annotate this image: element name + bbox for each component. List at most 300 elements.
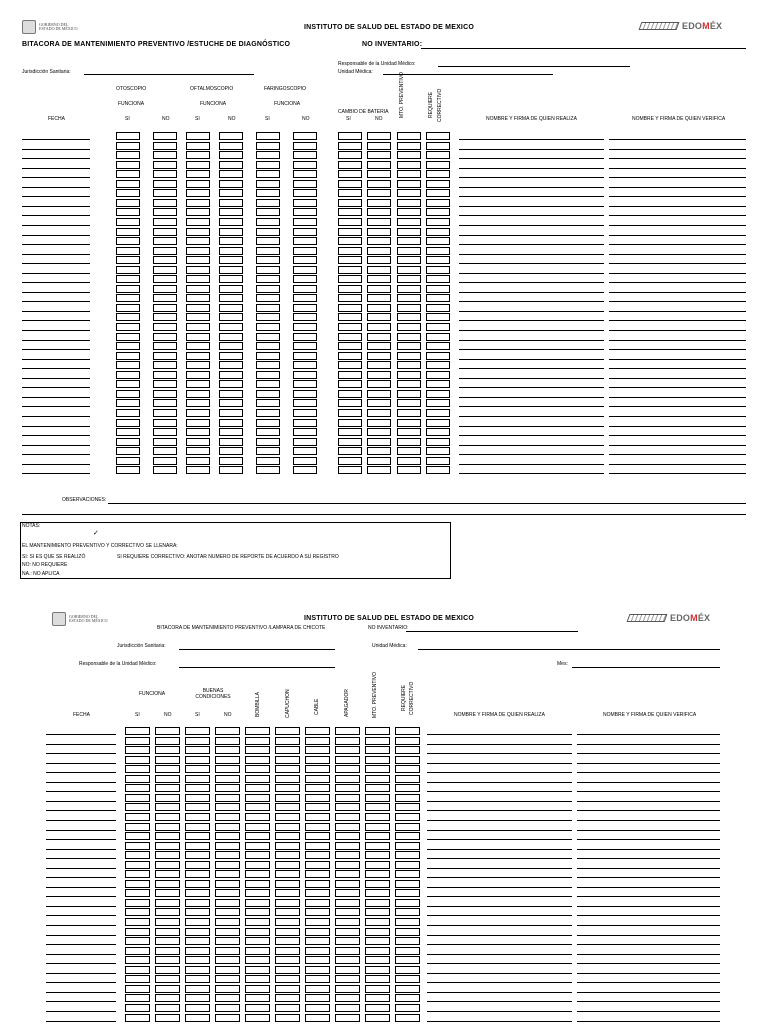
checkbox[interactable]	[335, 994, 360, 1002]
checkbox[interactable]	[125, 928, 150, 936]
checkbox[interactable]	[426, 466, 450, 474]
checkbox[interactable]	[116, 208, 140, 216]
checkbox[interactable]	[397, 247, 421, 255]
checkbox[interactable]	[215, 1004, 240, 1012]
signature-line[interactable]	[459, 244, 604, 245]
fecha-line[interactable]	[22, 292, 90, 293]
checkbox[interactable]	[367, 180, 391, 188]
checkbox[interactable]	[245, 737, 270, 745]
inventory-field[interactable]	[421, 48, 746, 49]
checkbox[interactable]	[335, 908, 360, 916]
signature-line[interactable]	[427, 744, 572, 745]
checkbox[interactable]	[338, 180, 362, 188]
checkbox[interactable]	[215, 899, 240, 907]
signature-line[interactable]	[459, 330, 604, 331]
checkbox[interactable]	[338, 228, 362, 236]
checkbox[interactable]	[219, 428, 243, 436]
checkbox[interactable]	[397, 218, 421, 226]
checkbox[interactable]	[338, 294, 362, 302]
checkbox[interactable]	[397, 409, 421, 417]
checkbox[interactable]	[215, 880, 240, 888]
checkbox[interactable]	[256, 361, 280, 369]
signature-line[interactable]	[427, 734, 572, 735]
checkbox[interactable]	[293, 352, 317, 360]
checkbox[interactable]	[185, 908, 210, 916]
checkbox[interactable]	[153, 275, 177, 283]
checkbox[interactable]	[186, 371, 210, 379]
fecha-line[interactable]	[22, 168, 90, 169]
checkbox[interactable]	[186, 247, 210, 255]
checkbox[interactable]	[275, 803, 300, 811]
checkbox[interactable]	[256, 438, 280, 446]
signature-line[interactable]	[459, 406, 604, 407]
fecha-line[interactable]	[46, 906, 116, 907]
signature-line[interactable]	[459, 340, 604, 341]
checkbox[interactable]	[186, 428, 210, 436]
checkbox[interactable]	[186, 361, 210, 369]
signature-line[interactable]	[577, 954, 720, 955]
fecha-line[interactable]	[22, 139, 90, 140]
checkbox[interactable]	[426, 409, 450, 417]
checkbox[interactable]	[256, 352, 280, 360]
checkbox[interactable]	[186, 342, 210, 350]
checkbox[interactable]	[305, 727, 330, 735]
checkbox[interactable]	[215, 727, 240, 735]
checkbox[interactable]	[125, 975, 150, 983]
signature-line[interactable]	[577, 801, 720, 802]
checkbox[interactable]	[275, 756, 300, 764]
checkbox[interactable]	[275, 765, 300, 773]
checkbox[interactable]	[426, 199, 450, 207]
checkbox[interactable]	[219, 438, 243, 446]
fecha-line[interactable]	[46, 992, 116, 993]
signature-line[interactable]	[459, 301, 604, 302]
checkbox[interactable]	[125, 937, 150, 945]
checkbox[interactable]	[367, 390, 391, 398]
checkbox[interactable]	[155, 727, 180, 735]
checkbox[interactable]	[125, 918, 150, 926]
checkbox[interactable]	[367, 409, 391, 417]
checkbox[interactable]	[185, 899, 210, 907]
checkbox[interactable]	[275, 947, 300, 955]
checkbox[interactable]	[116, 352, 140, 360]
checkbox[interactable]	[275, 851, 300, 859]
signature-line[interactable]	[577, 763, 720, 764]
fecha-line[interactable]	[46, 896, 116, 897]
checkbox[interactable]	[155, 889, 180, 897]
checkbox[interactable]	[219, 247, 243, 255]
checkbox[interactable]	[335, 928, 360, 936]
checkbox[interactable]	[367, 304, 391, 312]
checkbox[interactable]	[153, 399, 177, 407]
checkbox[interactable]	[365, 947, 390, 955]
signature-line[interactable]	[459, 368, 604, 369]
signature-line[interactable]	[459, 282, 604, 283]
checkbox[interactable]	[116, 304, 140, 312]
checkbox[interactable]	[338, 266, 362, 274]
signature-line[interactable]	[577, 915, 720, 916]
fecha-line[interactable]	[46, 963, 116, 964]
checkbox[interactable]	[293, 199, 317, 207]
checkbox[interactable]	[256, 228, 280, 236]
checkbox[interactable]	[426, 208, 450, 216]
checkbox[interactable]	[397, 285, 421, 293]
fecha-line[interactable]	[22, 340, 90, 341]
checkbox[interactable]	[335, 823, 360, 831]
checkbox[interactable]	[186, 447, 210, 455]
checkbox[interactable]	[367, 371, 391, 379]
jurisdiccion-field-2[interactable]	[179, 649, 335, 650]
checkbox[interactable]	[155, 880, 180, 888]
checkbox[interactable]	[395, 737, 420, 745]
checkbox[interactable]	[426, 237, 450, 245]
checkbox[interactable]	[293, 304, 317, 312]
signature-line[interactable]	[609, 359, 746, 360]
checkbox[interactable]	[219, 352, 243, 360]
checkbox[interactable]	[153, 304, 177, 312]
checkbox[interactable]	[338, 361, 362, 369]
checkbox[interactable]	[293, 247, 317, 255]
checkbox[interactable]	[275, 775, 300, 783]
checkbox[interactable]	[305, 899, 330, 907]
checkbox[interactable]	[219, 275, 243, 283]
checkbox[interactable]	[338, 199, 362, 207]
checkbox[interactable]	[275, 994, 300, 1002]
checkbox[interactable]	[153, 457, 177, 465]
checkbox[interactable]	[365, 975, 390, 983]
fecha-line[interactable]	[22, 244, 90, 245]
checkbox[interactable]	[219, 285, 243, 293]
checkbox[interactable]	[125, 823, 150, 831]
checkbox[interactable]	[186, 409, 210, 417]
checkbox[interactable]	[153, 428, 177, 436]
checkbox[interactable]	[116, 313, 140, 321]
checkbox[interactable]	[305, 918, 330, 926]
signature-line[interactable]	[609, 254, 746, 255]
checkbox[interactable]	[186, 313, 210, 321]
checkbox[interactable]	[256, 313, 280, 321]
checkbox[interactable]	[256, 151, 280, 159]
checkbox[interactable]	[293, 457, 317, 465]
checkbox[interactable]	[365, 756, 390, 764]
checkbox[interactable]	[426, 361, 450, 369]
checkbox[interactable]	[395, 765, 420, 773]
checkbox[interactable]	[219, 199, 243, 207]
checkbox[interactable]	[338, 447, 362, 455]
signature-line[interactable]	[609, 196, 746, 197]
checkbox[interactable]	[219, 361, 243, 369]
fecha-line[interactable]	[46, 839, 116, 840]
checkbox[interactable]	[395, 937, 420, 945]
checkbox[interactable]	[186, 380, 210, 388]
checkbox[interactable]	[186, 218, 210, 226]
checkbox[interactable]	[305, 928, 330, 936]
fecha-line[interactable]	[22, 426, 90, 427]
checkbox[interactable]	[426, 285, 450, 293]
checkbox[interactable]	[335, 1004, 360, 1012]
checkbox[interactable]	[335, 870, 360, 878]
checkbox[interactable]	[426, 218, 450, 226]
checkbox[interactable]	[367, 361, 391, 369]
checkbox[interactable]	[185, 985, 210, 993]
signature-line[interactable]	[577, 744, 720, 745]
checkbox[interactable]	[245, 794, 270, 802]
fecha-line[interactable]	[22, 311, 90, 312]
checkbox[interactable]	[153, 390, 177, 398]
checkbox[interactable]	[293, 390, 317, 398]
checkbox[interactable]	[338, 256, 362, 264]
checkbox[interactable]	[305, 756, 330, 764]
checkbox[interactable]	[426, 142, 450, 150]
signature-line[interactable]	[577, 734, 720, 735]
checkbox[interactable]	[365, 737, 390, 745]
signature-line[interactable]	[459, 426, 604, 427]
signature-line[interactable]	[427, 820, 572, 821]
checkbox[interactable]	[305, 1014, 330, 1022]
signature-line[interactable]	[609, 349, 746, 350]
checkbox[interactable]	[367, 313, 391, 321]
checkbox[interactable]	[155, 870, 180, 878]
checkbox[interactable]	[365, 765, 390, 773]
checkbox[interactable]	[215, 803, 240, 811]
signature-line[interactable]	[577, 782, 720, 783]
checkbox[interactable]	[116, 466, 140, 474]
checkbox[interactable]	[426, 438, 450, 446]
checkbox[interactable]	[365, 880, 390, 888]
checkbox[interactable]	[125, 803, 150, 811]
checkbox[interactable]	[305, 880, 330, 888]
checkbox[interactable]	[116, 218, 140, 226]
fecha-line[interactable]	[22, 330, 90, 331]
checkbox[interactable]	[116, 438, 140, 446]
checkbox[interactable]	[185, 813, 210, 821]
signature-line[interactable]	[609, 282, 746, 283]
checkbox[interactable]	[365, 784, 390, 792]
signature-line[interactable]	[577, 906, 720, 907]
unidad-field[interactable]	[383, 74, 553, 75]
checkbox[interactable]	[155, 985, 180, 993]
checkbox[interactable]	[365, 966, 390, 974]
checkbox[interactable]	[305, 803, 330, 811]
signature-line[interactable]	[459, 225, 604, 226]
checkbox[interactable]	[125, 947, 150, 955]
checkbox[interactable]	[275, 1004, 300, 1012]
checkbox[interactable]	[153, 218, 177, 226]
checkbox[interactable]	[215, 985, 240, 993]
checkbox[interactable]	[245, 956, 270, 964]
checkbox[interactable]	[335, 784, 360, 792]
checkbox[interactable]	[367, 199, 391, 207]
signature-line[interactable]	[609, 435, 746, 436]
checkbox[interactable]	[397, 256, 421, 264]
checkbox[interactable]	[116, 447, 140, 455]
checkbox[interactable]	[367, 218, 391, 226]
checkbox[interactable]	[215, 918, 240, 926]
checkbox[interactable]	[293, 438, 317, 446]
checkbox[interactable]	[245, 746, 270, 754]
checkbox[interactable]	[186, 199, 210, 207]
checkbox[interactable]	[219, 409, 243, 417]
checkbox[interactable]	[367, 447, 391, 455]
checkbox[interactable]	[367, 323, 391, 331]
checkbox[interactable]	[293, 371, 317, 379]
fecha-line[interactable]	[46, 925, 116, 926]
checkbox[interactable]	[293, 323, 317, 331]
checkbox[interactable]	[305, 823, 330, 831]
signature-line[interactable]	[577, 839, 720, 840]
checkbox[interactable]	[397, 428, 421, 436]
checkbox[interactable]	[338, 371, 362, 379]
checkbox[interactable]	[155, 775, 180, 783]
checkbox[interactable]	[367, 256, 391, 264]
checkbox[interactable]	[305, 937, 330, 945]
signature-line[interactable]	[609, 139, 746, 140]
checkbox[interactable]	[245, 765, 270, 773]
mes-field[interactable]	[572, 667, 720, 668]
checkbox[interactable]	[219, 294, 243, 302]
fecha-line[interactable]	[46, 1001, 116, 1002]
signature-line[interactable]	[609, 397, 746, 398]
checkbox[interactable]	[256, 447, 280, 455]
responsable-field-2[interactable]	[179, 667, 335, 668]
signature-line[interactable]	[577, 830, 720, 831]
checkbox[interactable]	[186, 333, 210, 341]
checkbox[interactable]	[395, 851, 420, 859]
checkbox[interactable]	[116, 189, 140, 197]
checkbox[interactable]	[397, 399, 421, 407]
checkbox[interactable]	[116, 142, 140, 150]
checkbox[interactable]	[186, 438, 210, 446]
checkbox[interactable]	[367, 457, 391, 465]
checkbox[interactable]	[365, 775, 390, 783]
checkbox[interactable]	[219, 371, 243, 379]
signature-line[interactable]	[427, 782, 572, 783]
checkbox[interactable]	[335, 880, 360, 888]
signature-line[interactable]	[609, 454, 746, 455]
checkbox[interactable]	[245, 918, 270, 926]
checkbox[interactable]	[338, 380, 362, 388]
checkbox[interactable]	[338, 132, 362, 140]
signature-line[interactable]	[609, 473, 746, 474]
checkbox[interactable]	[219, 189, 243, 197]
checkbox[interactable]	[219, 256, 243, 264]
checkbox[interactable]	[365, 727, 390, 735]
checkbox[interactable]	[397, 151, 421, 159]
checkbox[interactable]	[245, 842, 270, 850]
checkbox[interactable]	[219, 323, 243, 331]
checkbox[interactable]	[395, 784, 420, 792]
checkbox[interactable]	[365, 928, 390, 936]
checkbox[interactable]	[153, 313, 177, 321]
checkbox[interactable]	[365, 813, 390, 821]
signature-line[interactable]	[427, 1001, 572, 1002]
responsable-field[interactable]	[438, 66, 630, 67]
signature-line[interactable]	[609, 225, 746, 226]
checkbox[interactable]	[245, 937, 270, 945]
checkbox[interactable]	[293, 142, 317, 150]
fecha-line[interactable]	[46, 915, 116, 916]
checkbox[interactable]	[367, 266, 391, 274]
checkbox[interactable]	[219, 313, 243, 321]
checkbox[interactable]	[256, 294, 280, 302]
checkbox[interactable]	[245, 756, 270, 764]
checkbox[interactable]	[153, 333, 177, 341]
checkbox[interactable]	[153, 438, 177, 446]
signature-line[interactable]	[427, 935, 572, 936]
checkbox[interactable]	[185, 851, 210, 859]
signature-line[interactable]	[427, 1011, 572, 1012]
signature-line[interactable]	[459, 292, 604, 293]
checkbox[interactable]	[116, 428, 140, 436]
checkbox[interactable]	[153, 380, 177, 388]
checkbox[interactable]	[426, 247, 450, 255]
checkbox[interactable]	[395, 1014, 420, 1022]
checkbox[interactable]	[186, 275, 210, 283]
checkbox[interactable]	[305, 737, 330, 745]
signature-line[interactable]	[427, 801, 572, 802]
fecha-line[interactable]	[22, 464, 90, 465]
checkbox[interactable]	[275, 918, 300, 926]
signature-line[interactable]	[459, 158, 604, 159]
checkbox[interactable]	[275, 889, 300, 897]
checkbox[interactable]	[245, 889, 270, 897]
inventory-field-2[interactable]	[406, 631, 578, 632]
signature-line[interactable]	[459, 378, 604, 379]
checkbox[interactable]	[185, 823, 210, 831]
checkbox[interactable]	[256, 132, 280, 140]
checkbox[interactable]	[219, 228, 243, 236]
checkbox[interactable]	[293, 275, 317, 283]
checkbox[interactable]	[426, 304, 450, 312]
checkbox[interactable]	[245, 928, 270, 936]
checkbox[interactable]	[275, 813, 300, 821]
checkbox[interactable]	[397, 189, 421, 197]
checkbox[interactable]	[186, 132, 210, 140]
checkbox[interactable]	[185, 928, 210, 936]
checkbox[interactable]	[426, 428, 450, 436]
checkbox[interactable]	[256, 161, 280, 169]
checkbox[interactable]	[305, 908, 330, 916]
checkbox[interactable]	[185, 870, 210, 878]
checkbox[interactable]	[395, 842, 420, 850]
signature-line[interactable]	[577, 1021, 720, 1022]
checkbox[interactable]	[335, 889, 360, 897]
checkbox[interactable]	[275, 880, 300, 888]
checkbox[interactable]	[365, 1004, 390, 1012]
signature-line[interactable]	[577, 925, 720, 926]
signature-line[interactable]	[577, 982, 720, 983]
checkbox[interactable]	[293, 428, 317, 436]
checkbox[interactable]	[338, 189, 362, 197]
checkbox[interactable]	[215, 966, 240, 974]
checkbox[interactable]	[245, 985, 270, 993]
signature-line[interactable]	[427, 973, 572, 974]
signature-line[interactable]	[427, 763, 572, 764]
checkbox[interactable]	[245, 823, 270, 831]
checkbox[interactable]	[395, 889, 420, 897]
checkbox[interactable]	[125, 870, 150, 878]
checkbox[interactable]	[256, 466, 280, 474]
checkbox[interactable]	[186, 390, 210, 398]
checkbox[interactable]	[335, 832, 360, 840]
checkbox[interactable]	[397, 380, 421, 388]
checkbox[interactable]	[219, 466, 243, 474]
checkbox[interactable]	[186, 161, 210, 169]
checkbox[interactable]	[125, 832, 150, 840]
signature-line[interactable]	[609, 320, 746, 321]
fecha-line[interactable]	[22, 406, 90, 407]
checkbox[interactable]	[219, 390, 243, 398]
